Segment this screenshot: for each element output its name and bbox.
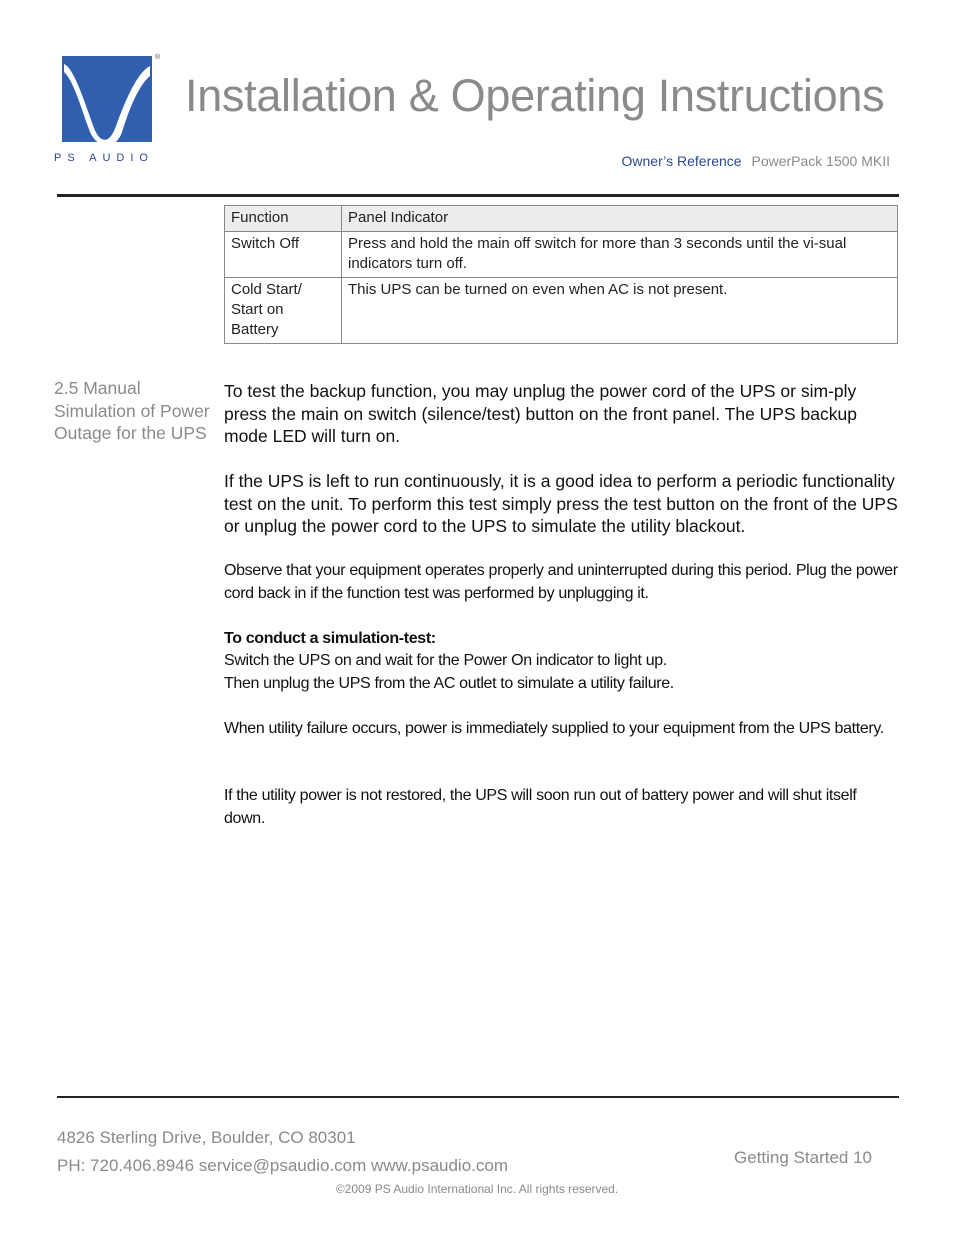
doc-subheader — [622, 153, 891, 169]
section-body — [224, 380, 898, 830]
ps-audio-logo-icon — [62, 56, 152, 142]
table-row — [225, 232, 898, 278]
simulation-step: Switch the UPS on and wait for the Power On indicator to light up. — [224, 652, 667, 669]
page-number: Getting Started 10 — [734, 1148, 872, 1167]
table-cell: This UPS can be turned on even when AC is not present. — [342, 278, 898, 344]
section-label: 2.5 Manual Simulation of Power Outage for the UPS — [54, 378, 210, 443]
paragraph: When utility failure occurs, power is immediately supplied to your equipment from the UPS battery. — [224, 719, 884, 737]
simulation-heading: To conduct a simulation-test: — [224, 629, 436, 647]
table-cell: Press and hold the main off switch for more than 3 seconds until the vi-sual indicators turn off. — [342, 232, 898, 278]
paragraph: To test the backup function, you may unplug the power cord of the UPS or sim-ply press the main on switch (silence/test) button on the front panel. The UPS backup mode LED will turn on. — [224, 381, 857, 446]
paragraph: Observe that your equipment operates properly and uninterrupted during this period. Plug the power cord back in if the function test was performed by unplugging it. — [224, 562, 898, 602]
footer-contact — [57, 1124, 508, 1180]
section-name: Owner’s Reference — [621, 153, 742, 169]
paragraph: If the utility power is not restored, the UPS will soon run out of battery power and will shut itself down. — [224, 787, 857, 827]
table-cell: Cold Start/ Start on Battery — [225, 278, 342, 344]
page-title: Installation & Operating Instructions — [185, 70, 885, 121]
table-row — [225, 278, 898, 344]
brand-wordmark: PS AUDIO — [54, 152, 154, 164]
function-table — [224, 205, 898, 344]
table-cell: Switch Off — [225, 232, 342, 278]
footer-phone-email-web: PH: 720.406.8946 service@psaudio.com www.psaudio.com — [57, 1156, 508, 1175]
table-header-cell: Panel Indicator — [342, 206, 898, 232]
footer-address: 4826 Sterling Drive, Boulder, CO 80301 — [57, 1128, 356, 1147]
table-header-row — [225, 206, 898, 232]
model-name: PowerPack 1500 MKII — [751, 153, 890, 169]
registered-mark: ® — [155, 54, 161, 61]
copyright: ©2009 PS Audio International Inc. All rights reserved. — [335, 1182, 619, 1196]
footer-divider — [57, 1096, 899, 1098]
paragraph: If the UPS is left to run continuously, it is a good idea to perform a periodic functionality test on the unit. To perform this test simply press the test button on the front of the UPS or unplug the power cord to the UPS to simulate the utility blackout. — [224, 471, 898, 536]
table-header-cell: Function — [225, 206, 342, 232]
header-divider — [57, 194, 899, 197]
simulation-step: Then unplug the UPS from the AC outlet to simulate a utility failure. — [224, 674, 674, 692]
